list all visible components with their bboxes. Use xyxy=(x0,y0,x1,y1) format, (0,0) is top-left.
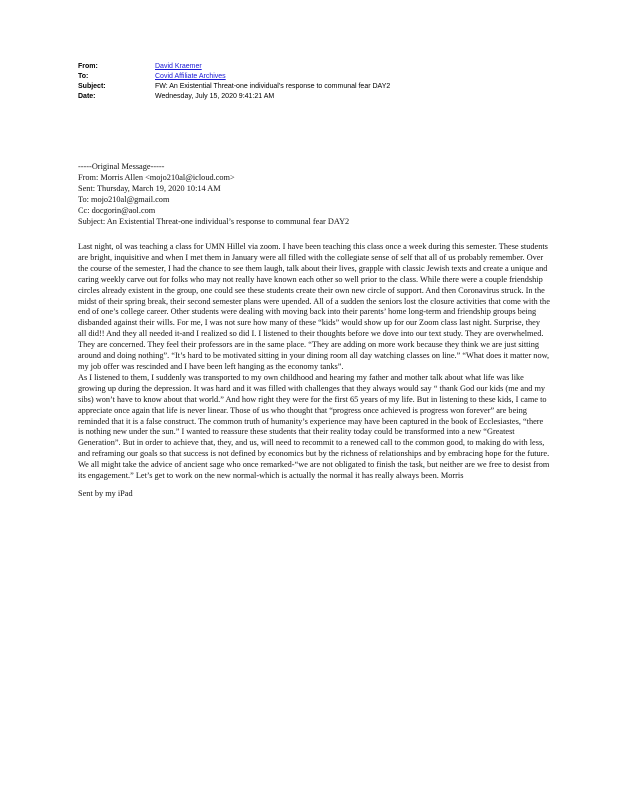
original-cc: Cc: docgorin@aol.com xyxy=(78,205,156,215)
message-paragraph-1: Last night, oI was teaching a class for UMN Hillel via zoom. I have been teaching this class once a week during this semester. These students are bright, inquisitive and when I met them in January were all filled with the collegiate sense of self that all of us probably remember. Over the course of the semester, I had the chance to see them laugh, talk about their lives, grapple with classic Jewish texts and create a unique and caring weekly carve out for folks who may not really have known each other so well prior to the class. While there were a couple friendship circles already existent in the group, one could see these students create their own new circle of support. And then Coronavirus struck. In the midst of their spring break, their second semester plans were upended. All of a sudden the seniors lost the closure activities that come with the end of one’s college career. Other students were dealing with moving back into their parents’ home long-term and friendship groups being disbanded against their wills. For me, I was not sure how many of these “kids” would show up for our Zoom class last night. Surprise, they all did!! And they all needed it-and I realized so did I. I listened to their thoughts before we dove into our text study. They are overwhelmed. They are concerned. They feel their professors are in the same place. “They are adding on more work because they think we are just sitting around and doing nothing”. “It’s hard to be motivated sitting in your dining room all day watching classes on line.” “What does it matter now, my job offer was rescinded and I have been left hanging as the economy tanks”. xyxy=(78,242,550,371)
message-paragraph-2: As I listened to them, I suddenly was transported to my own childhood and hearing my father and mother talk about what life was like growing up during the depression. It was hard and it was filled with challenges that they always would say “ thank God our kids (me and my sibs) won’t have to know about that world.” And how right they were for the first 65 years of my life. But in listening to these kids, I came to appreciate once again that life is never linear. Those of us who thought that “progress once achieved is progress won forever” are being reminded that it is a false construct. The common truth of humanity’s experience may have been captured in the book of Ecclesiastes, “there is nothing new under the sun.” I wanted to reassure these students that their reality today could be transformed into a new “Greatest Generation”. But in order to achieve that, they, and us, will need to recommit to a renewed call to the common good, to making do with less, and reframing our goals so that success is not defined by economics but by the richness of relationships and by embracing hope for the future. We all might take the advice of ancient sage who once remarked-“we are not obligated to finish the task, but neither are we free to desist from its engagement.” Let’s get to work on the new normal-which is actually the normal it has really always been. Morris xyxy=(78,372,550,481)
signoff-text: Sent by my iPad xyxy=(78,489,133,498)
date-label: Date: xyxy=(78,93,96,100)
date-row xyxy=(78,92,390,102)
original-to: To: mojo210al@gmail.com xyxy=(78,194,170,204)
message-body xyxy=(78,242,550,482)
to-row xyxy=(78,72,390,82)
original-divider: -----Original Message----- xyxy=(78,162,165,171)
date-value: Wednesday, July 15, 2020 9:41:21 AM xyxy=(155,93,275,100)
to-link[interactable]: Covid Affiliate Archives xyxy=(155,73,226,80)
from-label: From: xyxy=(78,63,98,70)
original-from: From: Morris Allen <mojo210al@icloud.com> xyxy=(78,172,235,182)
original-subject: Subject: An Existential Threat-one individual’s response to communal fear DAY2 xyxy=(78,216,350,226)
original-message-meta xyxy=(78,162,550,227)
subject-value: FW: An Existential Threat-one individual’s response to communal fear DAY2 xyxy=(155,83,391,90)
from-link[interactable]: David Kraemer xyxy=(155,63,202,70)
to-label: To: xyxy=(78,73,89,80)
subject-label: Subject: xyxy=(78,83,106,90)
from-row xyxy=(78,62,390,72)
subject-row xyxy=(78,82,390,92)
original-sent: Sent: Thursday, March 19, 2020 10:14 AM xyxy=(78,183,221,193)
email-header xyxy=(78,62,390,102)
